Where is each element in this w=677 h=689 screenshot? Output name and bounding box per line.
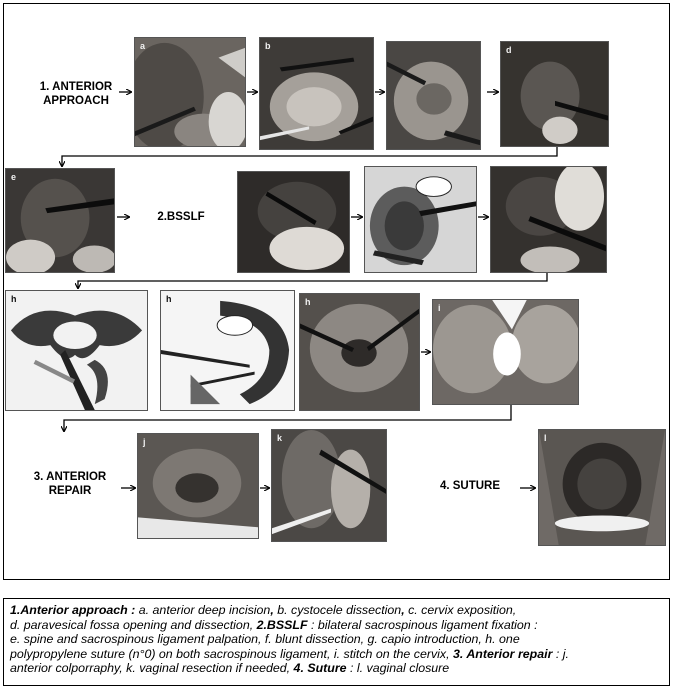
photo-panel-f [237, 171, 350, 273]
caption-text: : j. [552, 646, 569, 661]
surgical-photo-image [272, 430, 386, 541]
surgical-photo-image [300, 294, 419, 410]
figure-caption [3, 598, 670, 686]
photo-panel-c [386, 41, 481, 150]
step-label-anterior-repair [22, 470, 118, 498]
caption-text: c. cervix exposition, [408, 603, 517, 617]
caption-step-title: 2.BSSLF [256, 617, 308, 632]
panel-letter: e [11, 172, 17, 182]
caption-line [10, 603, 663, 618]
panel-letter: d [506, 45, 512, 55]
photo-panel-b [259, 37, 374, 150]
step-label-line: REPAIR [48, 485, 92, 497]
panel-letter: i [438, 303, 441, 313]
panel-letter: a [140, 41, 146, 51]
surgical-photo-image [433, 300, 578, 404]
panel-letter: h [11, 294, 17, 304]
anatomy-illustration [161, 291, 294, 410]
surgical-photo-image [491, 167, 606, 272]
caption-separator: , [401, 603, 409, 617]
caption-line [10, 618, 663, 633]
surgical-photo-image [6, 169, 114, 272]
photo-panel-a [134, 37, 246, 147]
caption-separator: , [270, 603, 278, 617]
step-label-bsslf [146, 210, 216, 224]
photo-panel-h3 [299, 293, 420, 411]
step-label-line: 3. ANTERIOR [33, 471, 107, 483]
step-label-line: 2.BSSLF [157, 211, 205, 223]
photo-panel-g [364, 166, 477, 273]
panel-letter: l [544, 433, 547, 443]
caption-step-title: 4. Suture [293, 661, 347, 676]
panel-letter: k [277, 433, 283, 443]
panel-letter: h [305, 297, 311, 307]
panel-letter: j [143, 437, 146, 447]
surgical-photo-image [135, 38, 245, 146]
step-label-line: 4. SUTURE [439, 480, 501, 492]
panel-letter: h [166, 294, 172, 304]
surgical-illustration [365, 167, 476, 272]
caption-text: a. anterior deep incision [135, 603, 271, 617]
caption-text: : bilateral sacrospinous ligament fixation : [307, 617, 538, 632]
caption-text: b. cystocele dissection [277, 603, 402, 617]
photo-panel-k [271, 429, 387, 542]
surgical-photo-image [539, 430, 665, 545]
caption-text: e. spine and sacrospinous ligament palpation, f. blunt dissection, g. capio introduction, h. one [10, 632, 520, 647]
illustration-panel-h2 [160, 290, 295, 411]
caption-text: d. paravesical fossa opening and dissection, [10, 617, 257, 632]
caption-step-title: 3. Anterior repair [453, 646, 553, 661]
step-label-line: APPROACH [43, 95, 109, 107]
caption-text: anterior colporraphy, k. vaginal resection if needed, [10, 661, 294, 676]
surgical-photo-image [501, 42, 608, 146]
surgical-photo-image [387, 42, 480, 149]
step-label-suture [430, 479, 510, 493]
photo-panel-j [137, 433, 259, 539]
surgical-photo-image [238, 172, 349, 272]
illustration-panel-h1 [5, 290, 148, 411]
step-label-line: 1. ANTERIOR [39, 81, 113, 93]
photo-panel-l [538, 429, 666, 546]
caption-line [10, 647, 663, 662]
step-label-anterior-approach [28, 80, 124, 108]
caption-text: polypropylene suture (n°0) on both sacrospinous ligament, i. stitch on the cervix, [10, 646, 453, 661]
photo-panel-g2 [490, 166, 607, 273]
panel-letter: b [265, 41, 271, 51]
caption-line [10, 661, 663, 676]
pelvis-illustration [6, 291, 147, 410]
surgical-photo-image [138, 434, 258, 538]
photo-panel-d [500, 41, 609, 147]
caption-step-title: 1.Anterior approach : [10, 603, 136, 617]
surgical-photo-image [260, 38, 373, 149]
caption-text: : l. vaginal closure [346, 661, 450, 676]
caption-line [10, 632, 663, 647]
photo-panel-e [5, 168, 115, 273]
photo-panel-i [432, 299, 579, 405]
